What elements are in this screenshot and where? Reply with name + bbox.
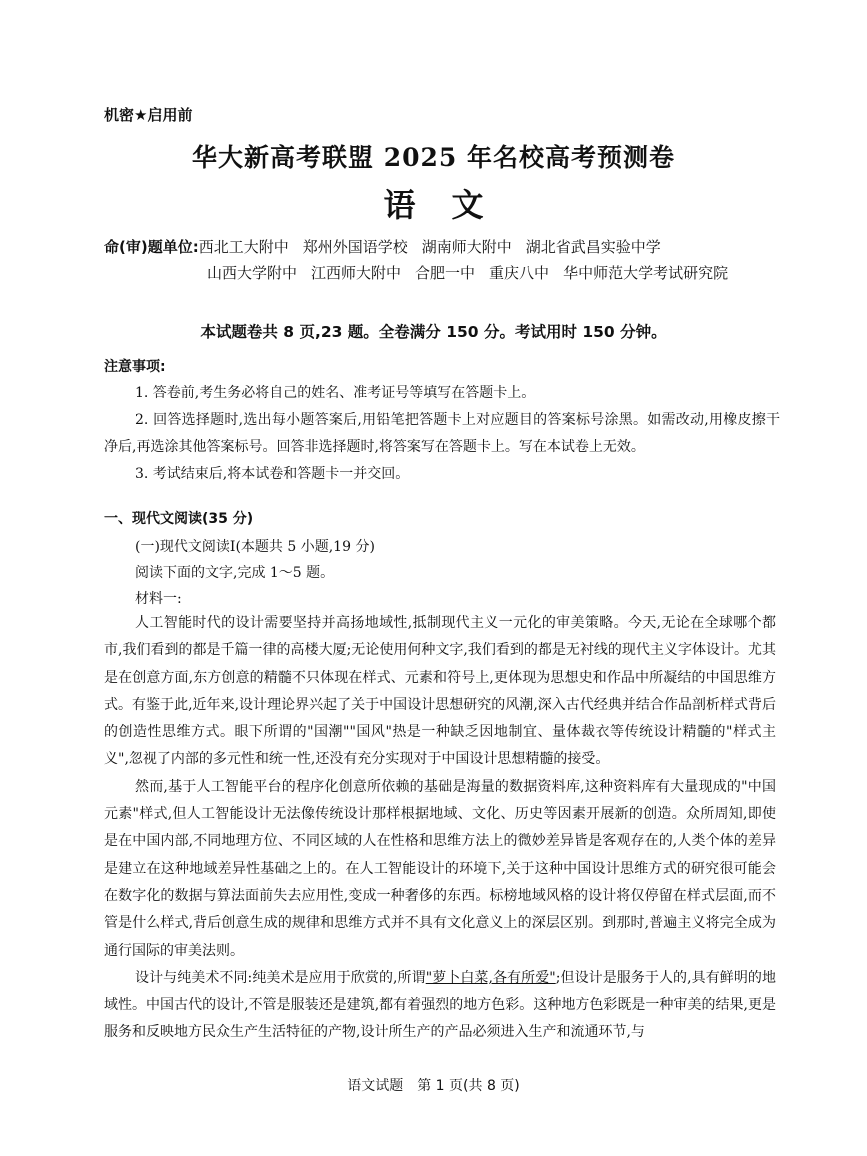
unit-name: 合肥一中 [415, 264, 476, 282]
unit-name: 湖北省武昌实验中学 [525, 238, 661, 256]
paragraph-text: 然而,基于人工智能平台的程序化创意所依赖的基础是海量的数据资料库,这种资料库有大量现成的"中国元素"样式,但人工智能设计无法像传统设计那样根据地域、文化、历史等因素开展新的创造。众所周知,即使是在中国内部,不同地理方位、不同区域的人在性格和思维方法上的微妙差异皆是客观存在的,人类个体的差异是建立在这种地域差异性基础之上的。在人工智能设计的环境下,关于这种中国设计思维方式的研究很可能会在数字化的数据与算法面前失去应用性,变成一种奢侈的东西。标榜地域风格的设计将仅停留在样式层面,而不管是什么样式,背后创意生成的规律和思维方式并不具有文化意义上的深层区别。到那时,普遍主义将完全成为通行国际的审美法则。 [104, 778, 776, 959]
unit-name: 重庆八中 [489, 264, 550, 282]
unit-name: 山西大学附中 [207, 264, 298, 282]
notice-item: 2. 回答选择题时,选出每小题答案后,用铅笔把答题卡上对应题目的答案标号涂黑。如需改动,用橡皮擦干净后,再选涂其他答案标号。回答非选择题时,将答案写在答题卡上。写在本试卷上无效。 [104, 412, 780, 455]
setter-units [104, 234, 742, 286]
units-label: 命(审)题单位: [104, 238, 199, 256]
unit-name: 郑州外国语学校 [302, 238, 408, 256]
paragraph-text: ;但设计是服务于人的,具有鲜明的地域性。中国古代的设计,不管是服装还是建筑,都有着强烈的地方色彩。这种地方色彩既是一种审美的结果,更是服务和反映地方民众生产生活特征的产物,设计所生产的产品必须进入生产和流通环节,与 [104, 969, 776, 1041]
paragraph [104, 965, 776, 1047]
material-label: 材料一: [135, 591, 182, 607]
notice-list [104, 380, 780, 488]
reading-instruction: 阅读下面的文字,完成 1～5 题。 [135, 565, 335, 581]
subject-title: 语文 [383, 186, 520, 224]
secret-mark: 机密★启用前 [104, 106, 193, 124]
units-row-1 [104, 234, 742, 260]
unit-name: 华中师范大学考试研究院 [563, 264, 729, 282]
notice-heading: 注意事项: [104, 359, 166, 375]
paragraph [104, 774, 776, 965]
notice-item: 3. 考试结束后,将本试卷和答题卡一并交回。 [135, 466, 410, 482]
paper-info: 本试题卷共 8 页,23 题。全卷满分 150 分。考试用时 150 分钟。 [200, 323, 667, 341]
paragraph-text: 设计与纯美术不同:纯美术是应用于欣赏的,所谓 [135, 969, 426, 986]
exam-title: 华大新高考联盟 2025 年名校高考预测卷 [192, 143, 675, 172]
paragraph: 人工智能时代的设计需要坚持并高扬地域性,抵制现代主义一元化的审美策略。今天,无论在全球哪个都市,我们看到的都是千篇一律的高楼大厦;无论使用何种文字,我们看到的都是无衬线的现代主义字体设计。尤其是在创意方面,东方创意的精髓不只体现在样式、元素和符号上,更体现为思想史和作品中所凝结的中国思维方式。有鉴于此,近年来,设计理论界兴起了关于中国设计思想研究的风潮,深入古代经典并结合作品剖析样式背后的创造性思维方式。眼下所谓的"国潮""国风"热是一种缺乏因地制宜、量体裁衣等传统设计精髓的"样式主义",忽视了内部的多元性和统一性,还没有充分实现对于中国设计思想精髓的接受。 [104, 615, 776, 768]
section-title: 一、现代文阅读(35 分) [104, 511, 254, 527]
units-row-2 [104, 260, 742, 286]
unit-name: 西北工大附中 [198, 238, 289, 256]
part-title: (一)现代文阅读Ⅰ(本题共 5 小题,19 分) [135, 539, 375, 555]
unit-name: 江西师大附中 [311, 264, 402, 282]
page-footer: 语文试题 第 1 页(共 8 页) [347, 1078, 520, 1094]
unit-name: 湖南师大附中 [421, 238, 512, 256]
underlined-quote: "萝卜白菜,各有所爱" [425, 969, 556, 986]
notice-item: 1. 答卷前,考生务必将自己的姓名、准考证号等填写在答题卡上。 [135, 385, 536, 401]
material-one-text [104, 610, 776, 1047]
